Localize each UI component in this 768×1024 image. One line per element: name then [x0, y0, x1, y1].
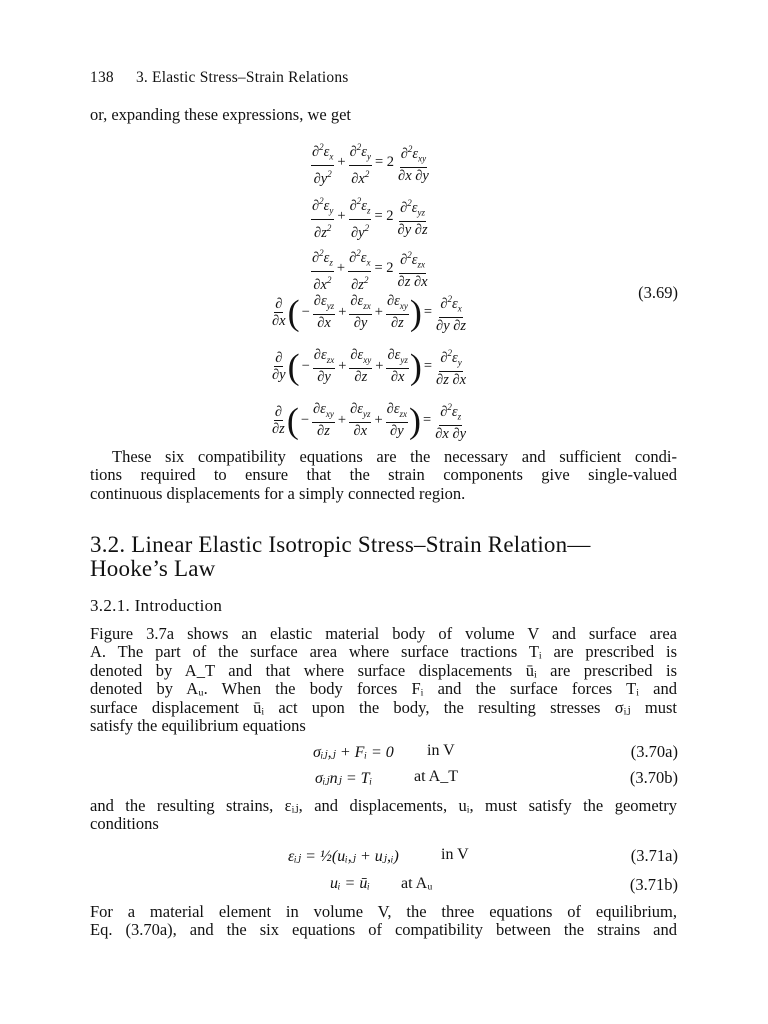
text-line: A. The part of the surface area where surface tractions Tᵢ are prescribed is: [90, 642, 677, 662]
compat-eq-3: $\frac{\partial^2\varepsilon_z}{\partial x^2}$ + $\frac{\partial^2\varepsilon_x}{\partial z^2}$ = 2 $\frac{\partial^2\varepsilon_{zx}}{\partial z \partial x}$: [312, 248, 428, 293]
compat-eq-5: $\frac{\partial}{\partial y}$ ( − $\frac{\partial\varepsilon_{zx}}{\partial y}$ + $\frac{\partial\varepsilon_{xy}}{\partial z}$ + $\frac{\partial\varepsilon_{yz}}{\partial x}$ ) = $\frac{\partial^2\varepsilon_y}{\partial z \partial x}$: [272, 346, 467, 388]
paragraph-compatibility: [90, 448, 677, 503]
text-line: Figure 3.7a shows an elastic material body of volume V and surface area: [90, 624, 677, 643]
text-line: Eq. (3.70a), and the six equations of compatibility between the strains and: [90, 920, 677, 940]
section-heading: [90, 533, 591, 581]
chapter-title: 3. Elastic Stress–Strain Relations: [135, 69, 349, 86]
equation-3-70a: σᵢⱼ,ⱼ + Fᵢ = 0: [313, 744, 394, 761]
text-line: surface displacement ūᵢ act upon the body, the resulting stresses σᵢⱼ must: [90, 697, 677, 717]
paragraph-introduction: [90, 625, 677, 735]
equation-number-3-70b: (3.70b): [629, 768, 678, 787]
section-title-line: 3.2. Linear Elastic Isotropic Stress–Strain Relation—: [90, 532, 591, 557]
running-header: [90, 69, 349, 87]
text-line: conditions: [90, 814, 159, 834]
equation-3-70b-domain: at A_T: [414, 768, 458, 785]
equation-3-71b: uᵢ = ūᵢ: [330, 875, 370, 892]
equation-3-70a-domain: in V: [427, 742, 455, 759]
section-title-line: Hooke’s Law: [90, 556, 216, 581]
equation-3-70b: σᵢⱼnⱼ = Tᵢ: [315, 770, 373, 787]
compat-eq-6: $\frac{\partial}{\partial z}$ ( − $\frac{\partial\varepsilon_{xy}}{\partial z}$ + $\frac{\partial\varepsilon_{yz}}{\partial x}$ + $\frac{\partial\varepsilon_{zx}}{\partial y}$ ) = $\frac{\partial^2\varepsilon_z}{\partial x \partial y}$: [272, 400, 467, 442]
paragraph-material-element: [90, 903, 677, 940]
equation-3-71a: εᵢⱼ = ½(uᵢ,ⱼ + uⱼ,ᵢ): [288, 848, 399, 865]
equation-number-3-69: (3.69): [638, 283, 678, 302]
paragraph-geometry: [90, 797, 677, 834]
text-line: tions required to ensure that the strain components give single-valued: [90, 465, 677, 485]
compat-eq-2: $\frac{\partial^2\varepsilon_y}{\partial z^2}$ + $\frac{\partial^2\varepsilon_z}{\partial y^2}$ = 2 $\frac{\partial^2\varepsilon_{yz}}{\partial y \partial z}$: [312, 196, 428, 241]
page-number: 138: [90, 69, 114, 86]
equation-3-71a-domain: in V: [441, 846, 469, 863]
equation-number-3-71b: (3.71b): [629, 875, 678, 894]
text-line: denoted by Aᵤ. When the body forces Fᵢ and the surface forces Tᵢ and: [90, 679, 677, 699]
text-line: and the resulting strains, εᵢⱼ, and displacements, uᵢ, must satisfy the geometry: [90, 796, 677, 815]
compat-eq-1: $\frac{\partial^2\varepsilon_x}{\partial y^2}$ + $\frac{\partial^2\varepsilon_y}{\partial x^2}$ = 2 $\frac{\partial^2\varepsilon_{xy}}{\partial x \partial y}$: [312, 142, 429, 187]
equation-3-71b-domain: at Aᵤ: [401, 875, 433, 892]
text-line: These six compatibility equations are the necessary and sufficient condi-: [112, 447, 677, 466]
compat-eq-4: $\frac{\partial}{\partial x}$ ( − $\frac{\partial\varepsilon_{yz}}{\partial x}$ + $\frac{\partial\varepsilon_{zx}}{\partial y}$ + $\frac{\partial\varepsilon_{xy}}{\partial z}$ ) = $\frac{\partial^2\varepsilon_x}{\partial y \partial z}$: [272, 292, 467, 334]
text-line: satisfy the equilibrium equations: [90, 716, 306, 736]
subsection-heading: 3.2.1. Introduction: [90, 596, 223, 615]
text-line: denoted by A_T and that where surface displacements ūᵢ are prescribed is: [90, 660, 677, 680]
text-line: For a material element in volume V, the three equations of equilibrium,: [90, 902, 677, 921]
intro-text: or, expanding these expressions, we get: [90, 105, 351, 124]
text-line: continuous displacements for a simply connected region.: [90, 483, 466, 503]
equation-number-3-70a: (3.70a): [630, 742, 678, 761]
equation-number-3-71a: (3.71a): [630, 846, 678, 865]
